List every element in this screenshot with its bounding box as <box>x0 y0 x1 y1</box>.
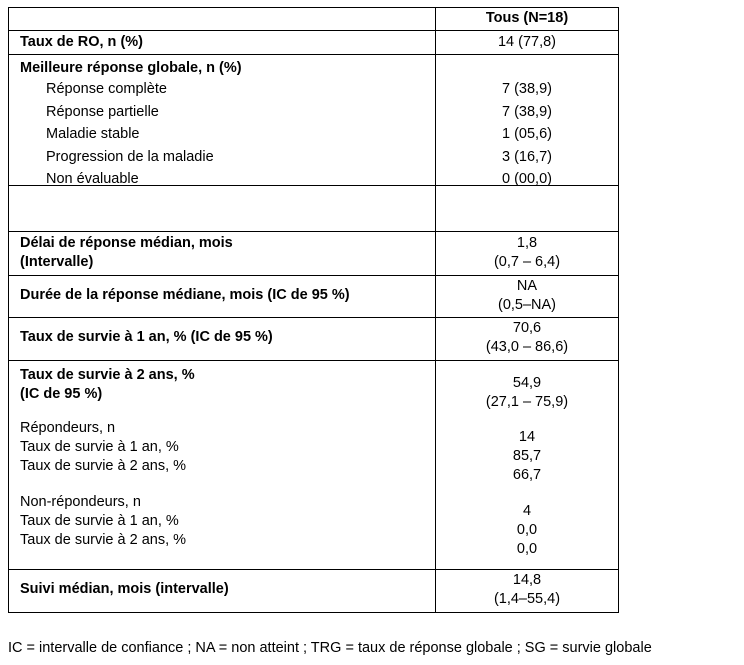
followup-range: (1,4–55,4) <box>493 591 561 607</box>
row-label-cell <box>9 361 436 569</box>
row-value-cell <box>436 31 619 54</box>
row-value-cell <box>436 570 619 612</box>
survival-2y-label: Taux de survie à 2 ans, % <box>20 367 195 383</box>
empty-cell <box>436 186 619 231</box>
ro-label: Taux de RO, n (%) <box>20 34 143 50</box>
delay-range: (0,7 – 6,4) <box>493 254 561 270</box>
row-label-cell <box>9 318 436 360</box>
best-item-label: Maladie stable <box>46 126 140 143</box>
table-header-row <box>9 8 619 31</box>
duration-label: Durée de la réponse médiane, mois (IC de 95 %) <box>20 287 350 303</box>
row-label-cell <box>9 55 436 188</box>
column-header-tous: Tous (N=18) <box>485 10 569 26</box>
nonresponders-1y-label: Taux de survie à 1 an, % <box>20 513 179 529</box>
results-table <box>8 7 619 613</box>
row-label-cell <box>9 31 436 54</box>
best-item-value: 3 (16,7) <box>502 148 552 165</box>
duration-ci: (0,5–NA) <box>497 297 557 313</box>
followup-label: Suivi médian, mois (intervalle) <box>20 581 229 597</box>
best-item-value: 7 (38,9) <box>502 81 552 97</box>
responders-label: Répondeurs, n <box>20 420 116 436</box>
best-item-label: Réponse partielle <box>46 103 159 120</box>
table-row <box>9 276 619 318</box>
ro-value: 14 (77,8) <box>497 34 557 50</box>
row-value-cell <box>436 55 619 188</box>
nonresponders-label: Non-répondeurs, n <box>20 494 141 510</box>
nonresponders-2y-value: 0,0 <box>516 541 538 557</box>
survival-2y-value: 54,9 <box>512 375 542 391</box>
row-label-cell <box>9 570 436 612</box>
responders-2y-value: 66,7 <box>512 467 542 483</box>
best-item-value: 0 (00,0) <box>502 171 552 188</box>
delay-label-interval: (Intervalle) <box>20 254 94 270</box>
best-response-label: Meilleure réponse globale, n (%) <box>20 60 242 76</box>
survival-2y-ci: (27,1 – 75,9) <box>485 394 569 410</box>
best-item-label: Non évaluable <box>46 171 139 188</box>
best-item-label: Réponse complète <box>46 81 167 97</box>
header-value-cell <box>436 8 619 30</box>
responders-1y-label: Taux de survie à 1 an, % <box>20 439 179 455</box>
best-item-value: 1 (05,6) <box>502 126 552 143</box>
table-row <box>9 232 619 276</box>
table-row <box>9 361 619 570</box>
nonresponders-2y-label: Taux de survie à 2 ans, % <box>20 532 187 548</box>
table-row <box>9 318 619 361</box>
duration-value: NA <box>516 278 538 294</box>
best-item-label: Progression de la maladie <box>46 148 214 165</box>
survival-1y-value: 70,6 <box>512 320 542 336</box>
row-label-cell <box>9 276 436 317</box>
table-row <box>9 31 619 55</box>
survival-1y-ci: (43,0 – 86,6) <box>485 339 569 355</box>
row-value-cell <box>436 232 619 275</box>
responders-n: 14 <box>518 429 536 445</box>
empty-row <box>9 186 619 232</box>
delay-label: Délai de réponse médian, mois <box>20 235 233 251</box>
row-label-cell <box>9 232 436 275</box>
table-footnote: IC = intervalle de confiance ; NA = non atteint ; TRG = taux de réponse globale ; SG = survie globale <box>8 640 652 656</box>
responders-2y-label: Taux de survie à 2 ans, % <box>20 458 187 474</box>
row-value-cell <box>436 318 619 360</box>
survival-2y-label-ci: (IC de 95 %) <box>20 386 103 402</box>
best-item-value: 7 (38,9) <box>502 103 552 120</box>
nonresponders-1y-value: 0,0 <box>516 522 538 538</box>
table-row <box>9 55 619 186</box>
survival-1y-label: Taux de survie à 1 an, % (IC de 95 %) <box>20 329 273 345</box>
table-row <box>9 570 619 613</box>
responders-1y-value: 85,7 <box>512 448 542 464</box>
empty-cell <box>9 186 436 231</box>
row-value-cell <box>436 276 619 317</box>
delay-value: 1,8 <box>516 235 538 251</box>
nonresponders-n: 4 <box>522 503 532 519</box>
followup-value: 14,8 <box>512 572 542 588</box>
row-value-cell <box>436 361 619 569</box>
header-label-cell <box>9 8 436 30</box>
